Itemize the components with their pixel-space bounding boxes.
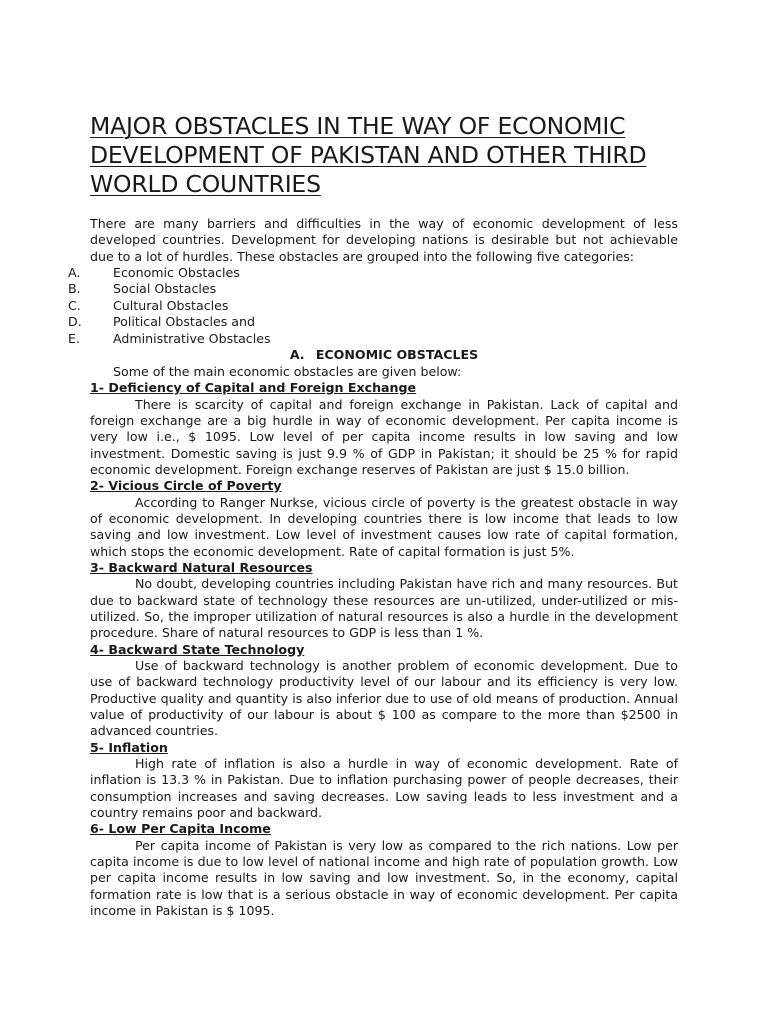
obstacle-heading: 6- Low Per Capita Income — [90, 821, 271, 837]
obstacle-paragraph: Use of backward technology is another problem of economic development. Due to use of backward technology productivity level of our labour and its efficiency is very low. Productive quality and quantity is also inferior due to use of old means of production. Annual value of productivity of our labour is about $ 100 as compare to the more than $2500 in advanced countries. — [90, 658, 678, 739]
document-title: MAJOR OBSTACLES IN THE WAY OF ECONOMIC DEVELOPMENT OF PAKISTAN AND OTHER THIRD WORLD COUNTRIES — [90, 112, 647, 198]
section-intro: Some of the main economic obstacles are given below: — [113, 363, 462, 379]
obstacle-paragraph: Per capita income of Pakistan is very low as compared to the rich nations. Low per capita income is due to low level of national income and high rate of population growth. Low per capita income results in low saving and low investment. So, in the economy, capital formation rate is low that is a serious obstacle in way of economic development. Per capita income in Pakistan is $ 1095. — [90, 837, 678, 918]
obstacle-heading: 4- Backward State Technology — [90, 641, 305, 657]
obstacle-paragraph: According to Ranger Nurkse, vicious circle of poverty is the greatest obstacle in way of economic development. In developing countries there is low income that leads to low saving and low investment. Low level of investment causes low rate of capital formation, which stops the economic development. Rate of capital formation is just 5%. — [90, 494, 678, 559]
document-page — [68, 112, 678, 919]
obstacle-heading: 1- Deficiency of Capital and Foreign Exchange — [90, 380, 417, 396]
section-title: ECONOMIC OBSTACLES — [315, 347, 479, 363]
list-item-letter: D. — [68, 314, 82, 330]
list-item-letter: B. — [68, 281, 81, 297]
obstacle-heading: 2- Vicious Circle of Poverty — [90, 478, 282, 494]
section-heading — [90, 347, 678, 364]
section-letter: A. — [289, 347, 305, 363]
obstacle-paragraph: High rate of inflation is also a hurdle in way of economic development. Rate of inflation is 13.3 % in Pakistan. Due to inflation purchasing power of people decreases, their consumption increases and saving decreases. Low saving leads to less investment and a country remains poor and backward. — [90, 756, 678, 820]
obstacle-paragraph: There is scarcity of capital and foreign exchange in Pakistan. Lack of capital and foreign exchange are a big hurdle in way of economic development. Per capita income is very low i.e., $ 1095. Low level of per capita income results in low saving and low investment. Domestic saving is just 9.9 % of GDP in Pakistan; it should be 25 % for rapid economic development. Foreign exchange reserves of Pakistan are just $ 15.0 billion. — [90, 396, 678, 477]
list-item-label: Economic Obstacles — [113, 264, 240, 280]
list-item — [68, 331, 678, 348]
intro-paragraph: There are many barriers and difficulties in the way of economic development of less developed countries. Development for developing nations is desirable but not achievable due to a lot of hurdles. These obstacles are grouped into the following five categories: — [90, 216, 678, 264]
obstacle-heading: 5- Inflation — [90, 739, 168, 755]
list-item-letter: C. — [68, 297, 81, 313]
categories-list — [68, 264, 678, 348]
list-item — [68, 314, 678, 331]
obstacle-paragraph: No doubt, developing countries including Pakistan have rich and many resources. But due to backward state of technology these resources are un-utilized, under-utilized or mis-utilized. So, the improper utilization of natural resources is also a hurdle in the development procedure. Share of natural resources to GDP is less than 1 %. — [90, 576, 678, 641]
list-item-label: Cultural Obstacles — [113, 297, 229, 313]
list-item-label: Social Obstacles — [113, 281, 217, 297]
list-item — [68, 298, 678, 315]
list-item-label: Political Obstacles and — [113, 314, 255, 330]
obstacle-heading: 3- Backward Natural Resources — [90, 559, 313, 575]
list-item-label: Administrative Obstacles — [113, 330, 271, 346]
list-item — [68, 281, 678, 298]
list-item-letter: E. — [68, 330, 80, 346]
list-item-letter: A. — [68, 264, 81, 280]
list-item — [68, 265, 678, 282]
